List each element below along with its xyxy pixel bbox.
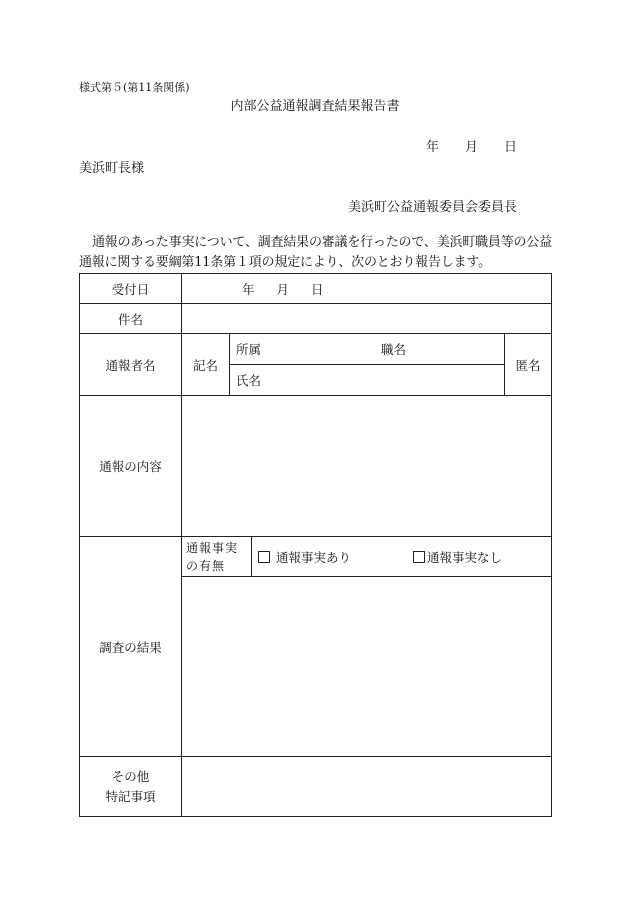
received-month-label: 月 — [276, 281, 290, 297]
exists-options — [252, 537, 552, 577]
option-yes[interactable] — [258, 548, 413, 566]
received-day-label: 日 — [311, 281, 324, 297]
received-label: 受付日 — [80, 274, 182, 304]
received-year-label: 年 — [242, 281, 255, 297]
date-year-label: 年 — [426, 140, 440, 155]
other-label-line-2: 特記事項 — [105, 788, 156, 804]
name-field[interactable] — [230, 365, 505, 396]
anonymous-label: 匿名 — [505, 334, 552, 396]
option-no[interactable] — [413, 548, 502, 566]
exists-label-line-1: 通報事実 — [186, 540, 239, 555]
sender: 美浜町公益通報委員会委員長 — [348, 200, 518, 215]
result-row-1 — [80, 537, 552, 577]
other-label — [80, 757, 182, 817]
option-yes-label: 通報事実あり — [276, 549, 352, 565]
report-form-table — [79, 273, 552, 817]
exists-label-line-2: の有無 — [186, 558, 226, 573]
subject-field[interactable] — [182, 304, 552, 334]
name-label: 氏名 — [236, 373, 262, 388]
option-no-label: 通報事実なし — [427, 549, 503, 565]
exists-label — [182, 537, 252, 577]
subject-label: 件名 — [80, 304, 182, 334]
other-row — [80, 757, 552, 817]
document-title: 内部公益通報調査結果報告書 — [230, 99, 400, 114]
subject-row — [80, 304, 552, 334]
date-day-label: 日 — [504, 140, 518, 155]
intro-paragraph: 通報のあった事実について、調査結果の審議を行ったので、美浜町職員等の公益通報に関する要綱第11条第１項の規定により、次のとおり報告します。 — [79, 235, 552, 270]
report-date — [426, 136, 517, 155]
form-number: 様式第５(第11条関係) — [79, 81, 190, 94]
checkbox-yes[interactable] — [258, 551, 270, 563]
other-field[interactable] — [182, 757, 552, 817]
content-row — [80, 396, 552, 537]
position-label: 職名 — [381, 342, 407, 357]
received-row — [80, 274, 552, 304]
result-label: 調査の結果 — [80, 537, 182, 757]
date-month-label: 月 — [465, 140, 479, 155]
content-label: 通報の内容 — [80, 396, 182, 537]
affiliation-label: 所属 — [236, 342, 262, 357]
received-date-field[interactable] — [182, 274, 552, 304]
affiliation-field[interactable] — [230, 334, 505, 365]
reporter-row-1 — [80, 334, 552, 365]
reporter-label: 通報者名 — [80, 334, 182, 396]
named-label: 記名 — [182, 334, 230, 396]
other-label-line-1: その他 — [111, 768, 150, 784]
checkbox-no[interactable] — [413, 551, 425, 563]
content-field[interactable] — [182, 396, 552, 537]
addressee: 美浜町長様 — [79, 161, 145, 176]
result-field[interactable] — [182, 577, 552, 757]
